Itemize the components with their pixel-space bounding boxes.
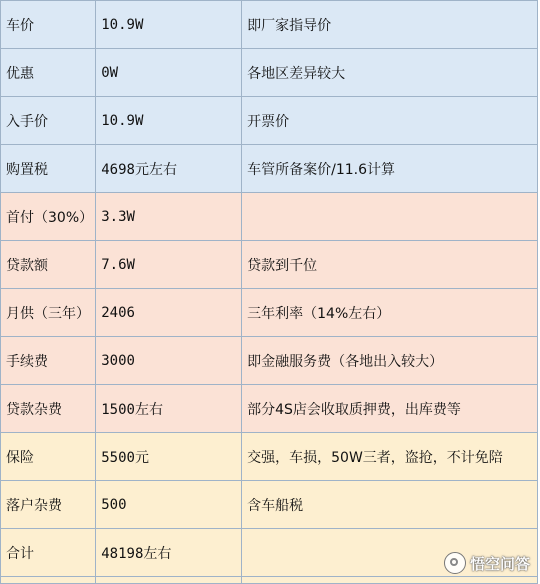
note-cell: 含车船税 [242,481,538,529]
amount-cell: 10.9W [96,97,242,145]
item-cell: 贷款额 [1,241,96,289]
note-cell [242,193,538,241]
item-cell: 合计 [1,529,96,577]
table-row [1,433,538,481]
table-row [1,241,538,289]
table-row [1,145,538,193]
amount-cell: 10.9W [96,1,242,49]
amount-cell: 500 [96,481,242,529]
amount-cell: 2406 [96,289,242,337]
note-cell: 部分4S店会收取质押费，出库费等 [242,385,538,433]
note-cell: 各地区差异较大 [242,49,538,97]
amount-cell: 3.3W [96,193,242,241]
amount-cell: 7.6W [96,241,242,289]
item-cell: 月供（三年） [1,289,96,337]
note-cell: 三年利率（14%左右） [242,289,538,337]
table-row [1,337,538,385]
table-row [1,193,538,241]
amount-cell: 3000 [96,337,242,385]
item-cell: 落户杂费 [1,481,96,529]
table-row [1,97,538,145]
table-row-partial [1,577,538,584]
item-cell: 手续费 [1,337,96,385]
note-cell: 车管所备案价/11.6计算 [242,145,538,193]
item-cell: 保险 [1,433,96,481]
note-cell: 开票价 [242,97,538,145]
item-cell: 入手价 [1,97,96,145]
note-cell: 即金融服务费（各地出入较大） [242,337,538,385]
watermark [444,552,530,574]
item-cell: 贷款杂费 [1,385,96,433]
table-row [1,385,538,433]
note-cell: 贷款到千位 [242,241,538,289]
amount-cell: 1500左右 [96,385,242,433]
watermark-text: 悟空问答 [469,554,530,573]
amount-cell: 5500元 [96,433,242,481]
amount-cell: 4698元左右 [96,145,242,193]
item-cell: 首付（30%） [1,193,96,241]
table-row [1,49,538,97]
note-cell: 交强，车损，50W三者，盗抢，不计免陪 [242,433,538,481]
item-cell: 购置税 [1,145,96,193]
amount-cell: 0W [96,49,242,97]
amount-cell: 48198左右 [96,529,242,577]
item-cell: 优惠 [1,49,96,97]
table-row [1,289,538,337]
wukong-logo-icon [444,552,466,574]
table-row [1,481,538,529]
table-row [1,1,538,49]
item-cell: 车价 [1,1,96,49]
note-cell: 即厂家指导价 [242,1,538,49]
